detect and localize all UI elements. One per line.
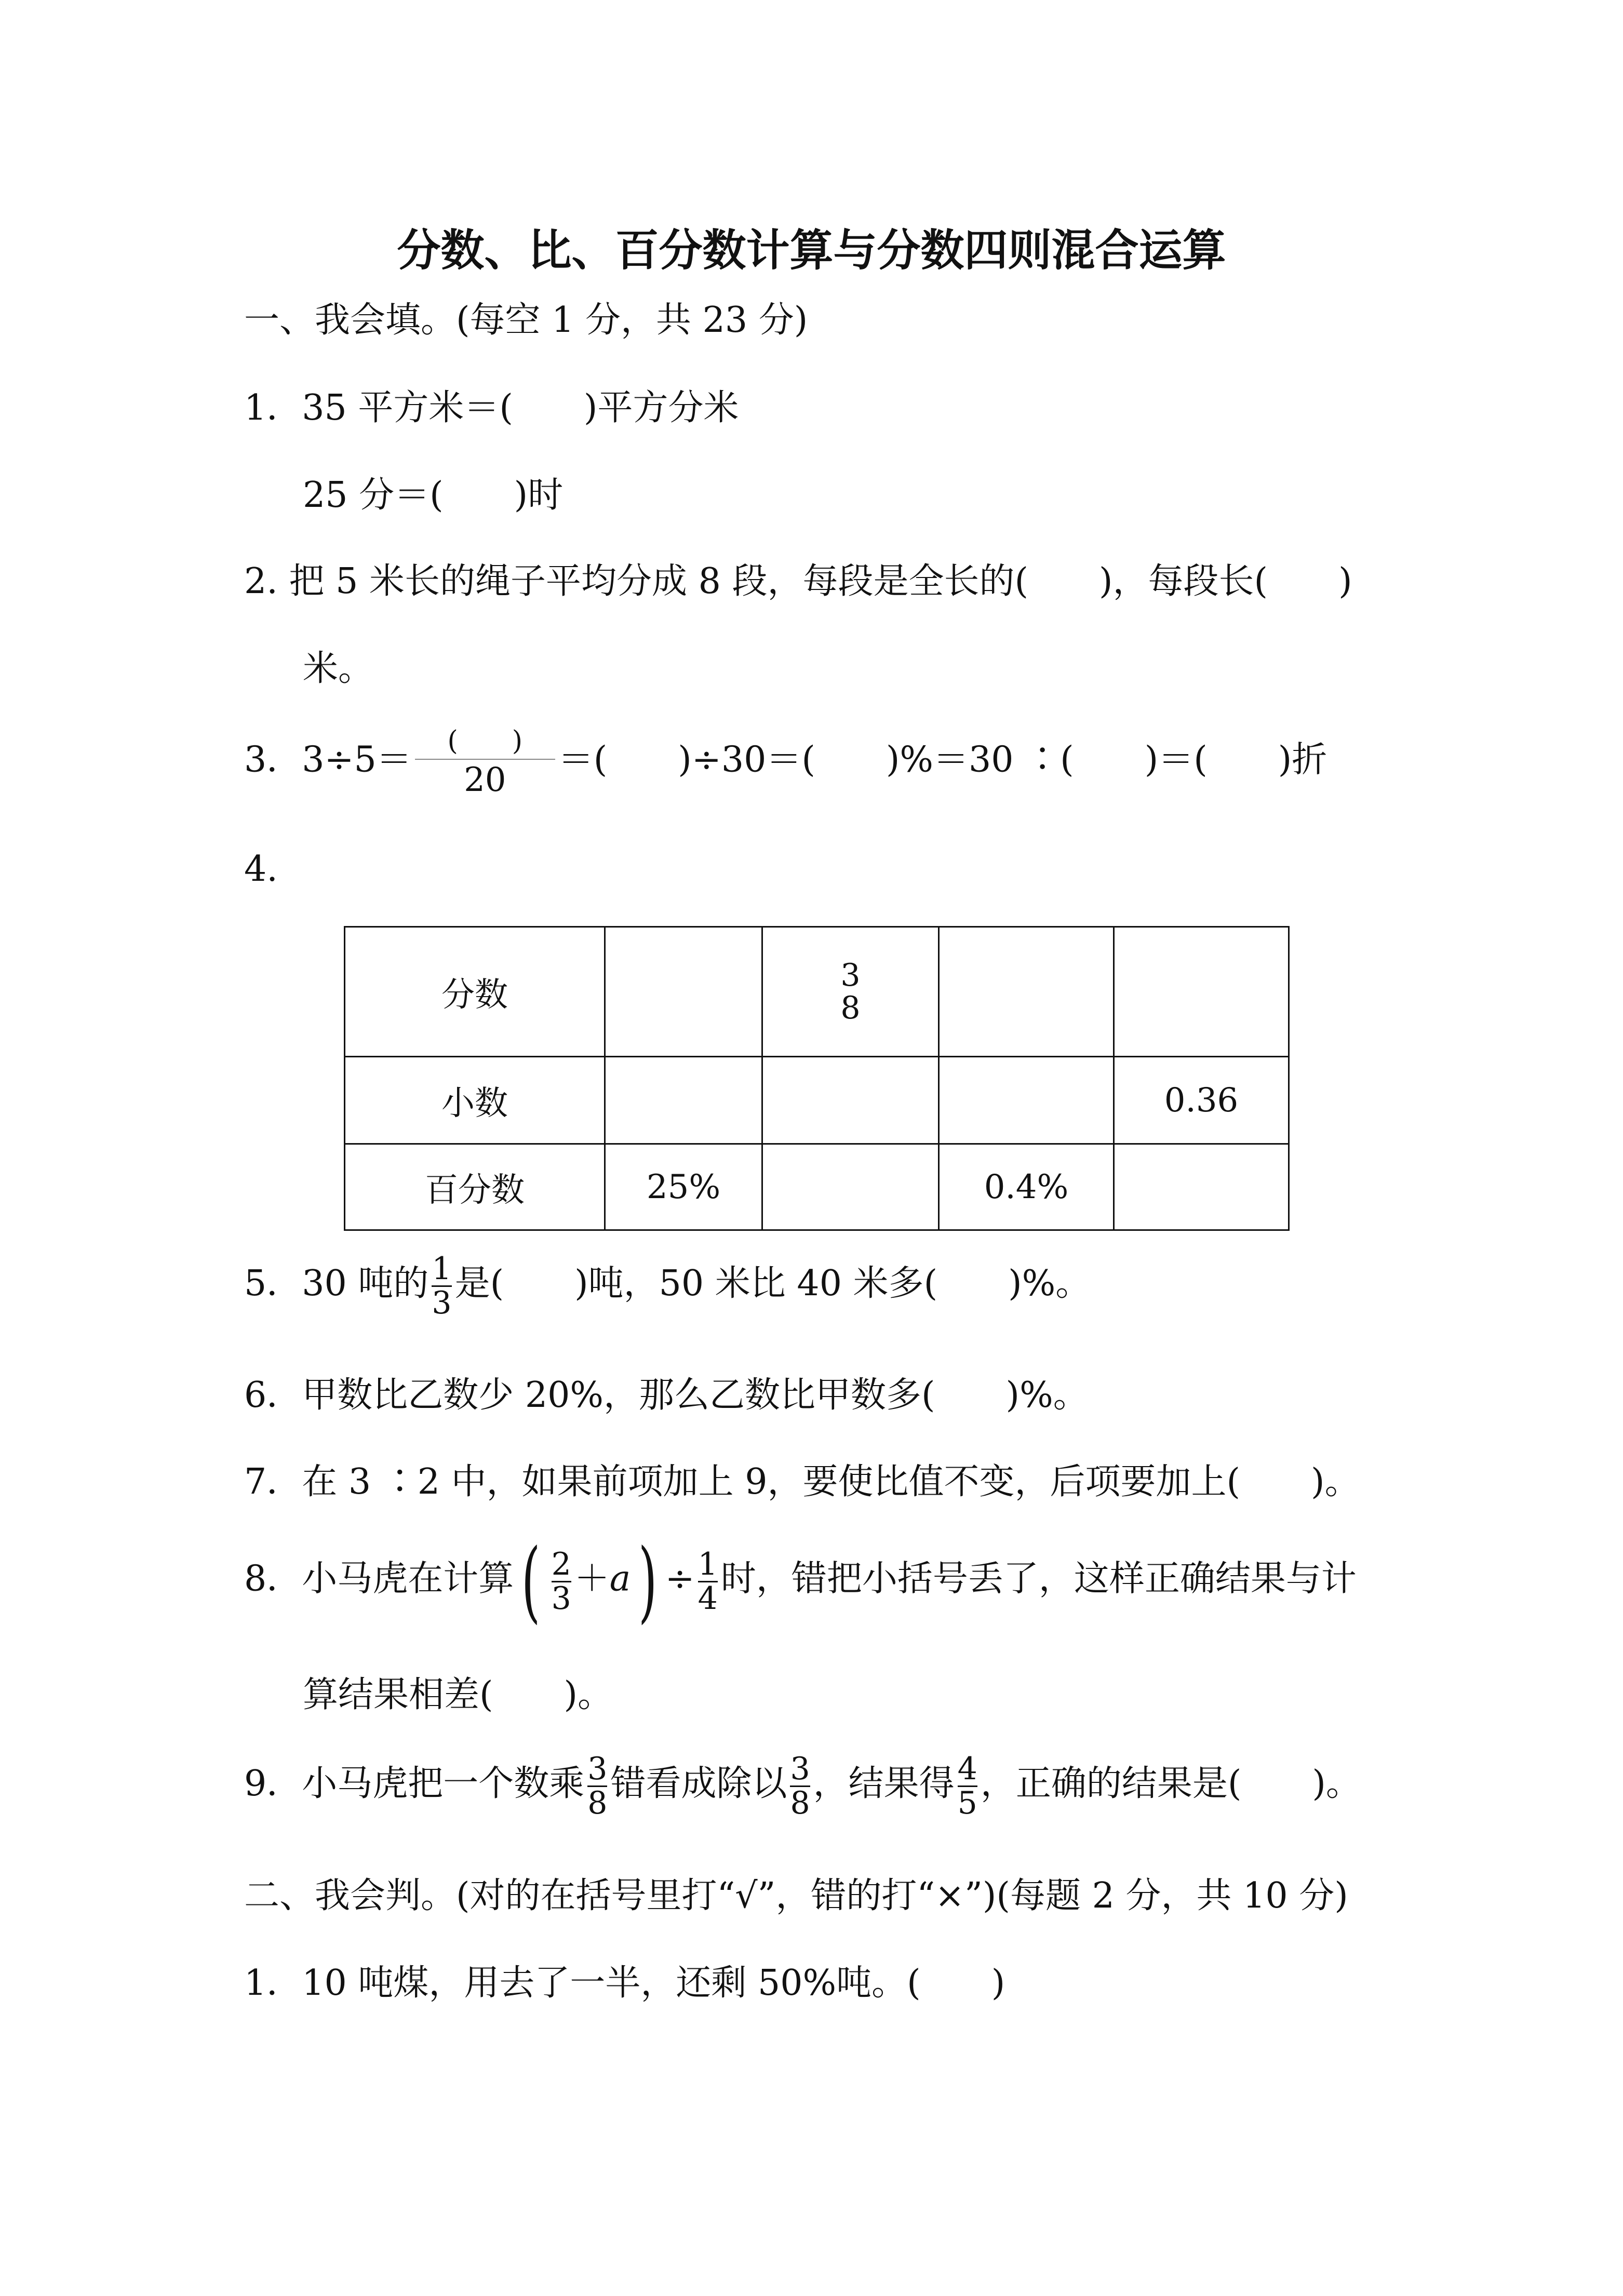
table-cell: 0.36 [1114, 1057, 1289, 1144]
question-9-fraction-2-numerator: 3 [790, 1751, 810, 1787]
table-cell [939, 927, 1114, 1057]
question-5-fraction-denominator: 3 [432, 1285, 452, 1321]
table-cell: 25% [605, 1144, 762, 1230]
question-3-prefix: 3．3÷5＝ [244, 739, 412, 781]
question-9-fraction-2-denominator: 8 [790, 1785, 810, 1821]
table-cell-fraction [762, 927, 939, 1057]
question-9-prefix: 9．小马虎把一个数乘 [244, 1763, 585, 1804]
question-1-line-2: 25 分＝( )时 [303, 475, 564, 516]
question-8-inner-fraction [552, 1548, 571, 1615]
question-8-inner-denominator: 3 [551, 1580, 571, 1617]
question-9-fraction-1 [587, 1753, 607, 1820]
question-8-divisor-numerator: 1 [698, 1546, 718, 1582]
section-2-heading: 二、我会判。(对的在括号里打“√”，错的打“×”)(每题 2 分，共 10 分) [244, 1875, 1348, 1916]
question-3-suffix: ＝( )÷30＝( )%＝30 ∶( )＝( )折 [558, 739, 1327, 781]
question-8-variable: a [609, 1558, 631, 1600]
question-8-line-2: 算结果相差( )。 [303, 1674, 613, 1715]
section-1-heading: 一、我会填。(每空 1 分，共 23 分) [244, 300, 808, 341]
question-8-plus: ＋ [574, 1558, 610, 1600]
question-9 [244, 1753, 1361, 1820]
question-8-divide: ÷ [665, 1558, 695, 1600]
question-9-fraction-2 [790, 1753, 810, 1820]
question-5-fraction-numerator: 1 [432, 1251, 452, 1287]
right-paren-icon: ) [638, 1530, 658, 1633]
question-9-fraction-3 [958, 1753, 977, 1820]
question-9-suffix: ，正确的结果是( )。 [980, 1763, 1361, 1804]
table-row-label: 百分数 [345, 1144, 605, 1230]
question-3 [244, 727, 1327, 798]
table-row [345, 1144, 1289, 1230]
left-paren-icon: ( [521, 1530, 541, 1633]
question-2-line-1: 2. 把 5 米长的绳子平均分成 8 段，每段是全长的( )，每段长( ) [244, 561, 1352, 602]
question-5-suffix: 是( )吨，50 米比 40 米多( )%。 [454, 1263, 1091, 1304]
table-cell [762, 1057, 939, 1144]
question-9-mid-2: ，结果得 [813, 1763, 955, 1804]
question-8-divisor-fraction [698, 1548, 718, 1615]
question-9-fraction-1-numerator: 3 [587, 1751, 608, 1787]
table-cell [1114, 1144, 1289, 1230]
question-2-line-2: 米。 [303, 648, 374, 689]
question-8-inner-numerator: 2 [551, 1546, 571, 1582]
question-8-prefix: 8．小马虎在计算 [244, 1558, 514, 1600]
question-9-fraction-1-denominator: 8 [587, 1785, 608, 1821]
table-fraction-numerator: 3 [840, 957, 861, 993]
conversion-table [344, 926, 1290, 1231]
table-cell [605, 927, 762, 1057]
question-9-fraction-3-denominator: 5 [957, 1785, 977, 1821]
question-7: 7．在 3 ∶2 中，如果前项加上 9，要使比值不变，后项要加上( )。 [244, 1461, 1360, 1502]
question-9-fraction-3-numerator: 4 [957, 1751, 977, 1787]
table-row [345, 1057, 1289, 1144]
table-cell [762, 1144, 939, 1230]
table-cell [939, 1057, 1114, 1144]
question-5-fraction [432, 1253, 451, 1320]
page-title: 分数、比、百分数计算与分数四则混合运算 [397, 225, 1226, 276]
question-1-line-1: 1．35 平方米＝( )平方分米 [244, 387, 739, 428]
judge-question-1: 1．10 吨煤，用去了一半，还剩 50%吨。( ) [244, 1963, 1005, 2004]
table-cell: 0.4% [939, 1144, 1114, 1230]
table-row-label: 分数 [345, 927, 605, 1057]
question-8-divisor-denominator: 4 [698, 1580, 718, 1617]
table-cell [1114, 927, 1289, 1057]
question-9-mid-1: 错看成除以 [610, 1763, 787, 1804]
question-5 [244, 1253, 1091, 1320]
question-3-fraction [415, 727, 555, 798]
table-row [345, 927, 1289, 1057]
question-4-label: 4. [244, 849, 278, 890]
question-8-suffix: 时，错把小括号丢了，这样正确结果与计 [720, 1558, 1357, 1600]
question-8-line-1 [244, 1530, 1357, 1633]
question-3-fraction-numerator: ( ) [447, 726, 523, 757]
table-fraction-denominator: 8 [840, 989, 861, 1026]
table-cell [605, 1057, 762, 1144]
fraction-bar [415, 759, 555, 760]
question-5-prefix: 5．30 吨的 [244, 1263, 429, 1304]
table-fraction [840, 959, 860, 1025]
table-row-label: 小数 [345, 1057, 605, 1144]
question-3-fraction-denominator: 20 [464, 760, 506, 799]
question-6: 6．甲数比乙数少 20%，那么乙数比甲数多( )%。 [244, 1375, 1089, 1416]
